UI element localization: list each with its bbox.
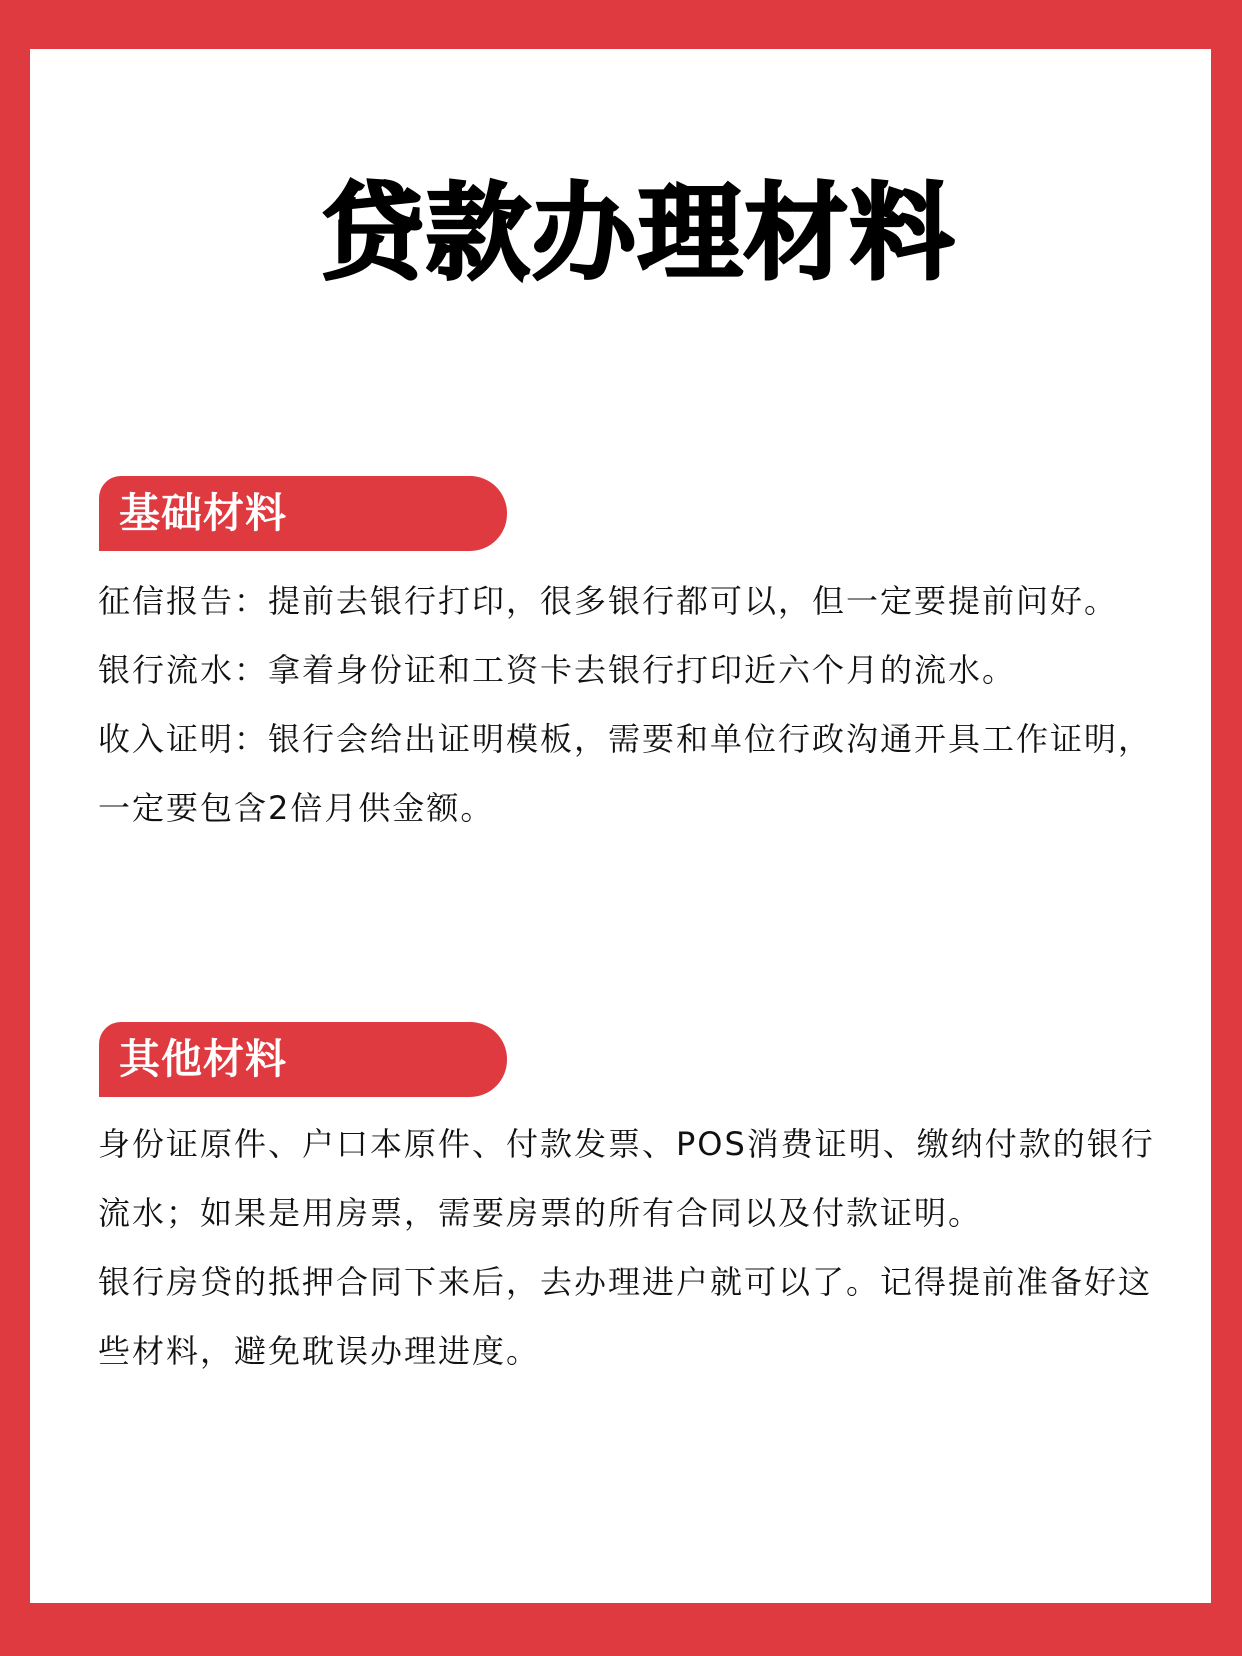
section-basic-materials-body: [98, 567, 1168, 843]
section-tag-basic-materials: 基础材料: [99, 476, 507, 551]
paragraph-required-documents: 身份证原件、户口本原件、付款发票、POS消费证明、缴纳付款的银行流水；如果是用房票，需要房票的所有合同以及付款证明。: [98, 1125, 1155, 1232]
item-bank-statement: [98, 636, 1168, 705]
paragraph-closing-note: 银行房贷的抵押合同下来后，去办理进户就可以了。记得提前准备好这些材料，避免耽误办理进度。: [98, 1263, 1153, 1370]
item-text: 提前去银行打印，很多银行都可以，但一定要提前问好。: [268, 582, 1119, 620]
item-text: 银行会给出证明模板，需要和单位行政沟通开具工作证明，一定要包含2倍月供金额。: [98, 720, 1153, 827]
page-title: 贷款办理材料: [319, 171, 956, 294]
item-text: 拿着身份证和工资卡去银行打印近六个月的流水。: [268, 651, 1017, 689]
section-other-materials-body: [98, 1110, 1168, 1386]
item-income-proof: [98, 705, 1168, 843]
item-label: 征信报告：: [98, 582, 269, 620]
section-tag-other-materials: 其他材料: [99, 1022, 507, 1097]
item-credit-report: [98, 567, 1168, 636]
item-label: 收入证明：: [98, 720, 269, 758]
item-label: 银行流水：: [98, 651, 269, 689]
